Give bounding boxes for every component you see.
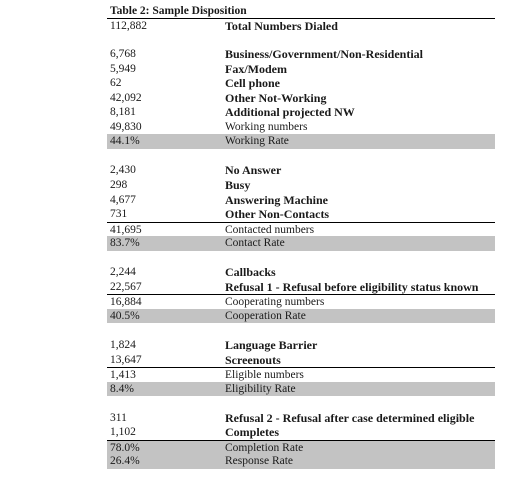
rate-row <box>107 382 495 397</box>
row-count: 731 <box>110 208 128 221</box>
row-count: 1,413 <box>110 369 136 382</box>
row-label: Contacted numbers <box>225 223 315 236</box>
row-count: 78.0% <box>110 441 140 454</box>
rate-row <box>107 236 495 251</box>
row-count: 1,102 <box>110 426 136 439</box>
row-count: 40.5% <box>110 309 140 322</box>
table-row <box>107 178 495 193</box>
row-count: 83.7% <box>110 237 140 250</box>
row-label: Contact Rate <box>225 237 285 250</box>
row-count: 2,244 <box>110 266 136 279</box>
row-label: Eligible numbers <box>225 369 304 382</box>
row-label: Cooperating numbers <box>225 296 325 309</box>
table-body <box>107 18 495 469</box>
row-label: Busy <box>225 178 251 193</box>
row-label: Screenouts <box>225 352 281 367</box>
table-row <box>107 62 495 77</box>
row-count: 4,677 <box>110 193 136 206</box>
row-count: 62 <box>110 77 122 90</box>
table-row <box>107 353 495 368</box>
row-spacer <box>107 149 495 164</box>
row-label: No Answer <box>225 163 282 178</box>
table-title: Table 2: Sample Disposition <box>110 5 247 17</box>
row-label: Completes <box>225 425 279 440</box>
row-count: 6,768 <box>110 48 136 61</box>
row-count: 41,695 <box>110 223 142 236</box>
row-count: 112,882 <box>110 20 147 32</box>
rate-row <box>107 134 495 149</box>
table-row <box>107 222 495 237</box>
rate-row <box>107 440 495 455</box>
row-label: Additional projected NW <box>225 105 355 120</box>
table-row <box>107 193 495 208</box>
table-row <box>107 120 495 135</box>
rate-row <box>107 454 495 469</box>
table-row <box>107 91 495 106</box>
row-count: 42,092 <box>110 91 142 104</box>
table-row <box>107 76 495 91</box>
table-row <box>107 18 495 33</box>
row-spacer <box>107 396 495 411</box>
row-count: 8,181 <box>110 106 136 119</box>
row-label: Completion Rate <box>225 441 304 454</box>
table-row <box>107 163 495 178</box>
row-count: 16,884 <box>110 296 142 309</box>
row-count: 22,567 <box>110 280 142 293</box>
table-row <box>107 338 495 353</box>
row-count: 49,830 <box>110 120 142 133</box>
table-row <box>107 367 495 382</box>
row-spacer <box>107 251 495 266</box>
table-row <box>107 425 495 440</box>
row-label: Fax/Modem <box>225 61 287 76</box>
row-count: 1,824 <box>110 339 136 352</box>
row-count: 2,430 <box>110 164 136 177</box>
table-row <box>107 47 495 62</box>
row-label: Working numbers <box>225 120 308 133</box>
row-label: Business/Government/Non-Residential <box>225 47 424 62</box>
row-count: 298 <box>110 179 128 192</box>
sample-disposition-table <box>107 4 495 469</box>
table-row <box>107 294 495 309</box>
table-row <box>107 411 495 426</box>
row-count: 5,949 <box>110 62 136 75</box>
row-label: Eligibility Rate <box>225 382 296 395</box>
row-label: Total Numbers Dialed <box>225 19 338 33</box>
row-spacer <box>107 33 495 48</box>
row-label: Callbacks <box>225 265 276 280</box>
row-label: Refusal 2 - Refusal after case determined eligible <box>225 410 475 425</box>
rate-row <box>107 309 495 324</box>
row-label: Response Rate <box>225 455 294 468</box>
table-row <box>107 207 495 222</box>
table-row <box>107 280 495 295</box>
row-label: Other Not-Working <box>225 90 327 105</box>
row-label: Cooperation Rate <box>225 309 306 322</box>
row-label: Other Non-Contacts <box>225 207 330 222</box>
table-row <box>107 105 495 120</box>
row-label: Refusal 1 - Refusal before eligibility status known <box>225 279 479 294</box>
row-count: 8.4% <box>110 382 134 395</box>
row-label: Language Barrier <box>225 338 318 353</box>
row-label: Cell phone <box>225 76 281 91</box>
row-label: Working Rate <box>225 135 289 148</box>
row-count: 44.1% <box>110 135 140 148</box>
row-count: 26.4% <box>110 455 140 468</box>
row-label: Answering Machine <box>225 192 328 207</box>
row-count: 13,647 <box>110 353 142 366</box>
row-count: 311 <box>110 411 127 424</box>
row-spacer <box>107 323 495 338</box>
table-row <box>107 265 495 280</box>
